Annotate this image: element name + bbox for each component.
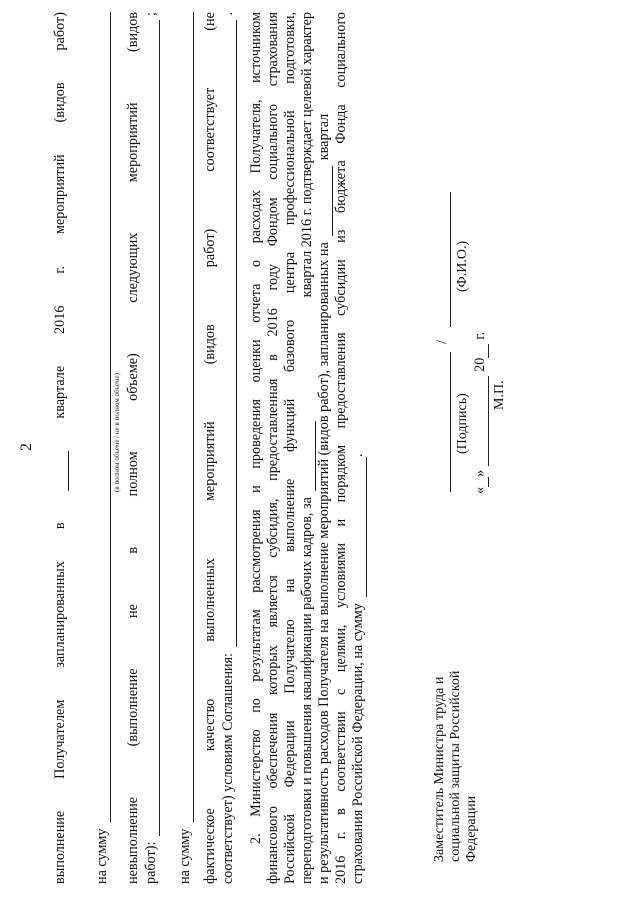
para2-line4 [299,12,316,884]
quarter-blank-2 [301,421,316,491]
para2-line4-start: переподготовки и повышения квалификации рабочих кадров, за [299,497,315,884]
word: объеме) [125,353,141,401]
word: соответствует [202,87,218,172]
word: работ) [52,12,68,51]
year-prefix: 20 [472,357,488,372]
quarter-blank-3 [318,166,333,236]
word: (выполнение [125,668,141,747]
signature-caption: (Подпись) [455,393,470,454]
word: фактическое [202,808,218,884]
word: мероприятий [125,102,141,183]
quarter-blank [54,451,69,491]
slash: / [435,340,450,344]
position-line: Федерации [464,795,479,862]
sum-blank-2 [179,12,194,822]
position-line: Заместитель Министра труда и [432,676,447,862]
para2-line5 [316,12,333,884]
word: квартале [52,365,68,419]
date-line [472,332,489,494]
para2-line2: финансового обеспечения которых является субсидия, предоставленная в 2016 году Фондом социального страхования [265,12,281,884]
year-suffix: г. [472,331,488,340]
sum-blank-3 [352,457,367,597]
semicolon: ; [143,12,159,16]
position-title [432,662,480,862]
para2-line1: 2. Министерство по результатам рассмотрения и проведения оценки отчета о расходах Получателя, источником [248,12,264,844]
works-label: работ): [143,841,159,884]
position-line: социальной защиты Российской [448,670,463,862]
day-blank [474,477,489,487]
para2-line3: Российской Федерации Получателю на выполнение функций базового центра профессиональной подготовки, [282,12,298,884]
sum-label-2: на сумму [177,828,193,884]
word: выполненных [202,558,218,642]
date-open: « [472,486,488,494]
block1-line4 [143,12,160,884]
date-close: » [472,469,488,477]
conditions-blank [222,20,237,647]
signature-line [450,352,451,492]
scope-caption: (в полном объеме / не в полном объеме) [113,373,121,492]
fio-caption: (Ф.И.О.) [455,240,470,292]
word: в [52,522,68,530]
word: (видов [52,82,68,123]
page-number: 2 [18,443,35,451]
word: работ) [202,228,218,268]
works-blank [145,20,160,836]
word: (видов [202,324,218,365]
word: качество [202,698,218,752]
block2-line3 [220,12,237,884]
word: запланированных [52,561,68,668]
year-blank [474,344,489,358]
stamp-label: М.П. [492,380,507,410]
block1-line3 [125,12,142,884]
sum-label: на сумму [94,828,110,884]
word: г. [52,265,68,274]
word: не [125,604,141,618]
word: выполнение [52,810,68,884]
word: мероприятий [52,154,68,234]
para2-line5-start: и результативность расходов Получателя на выполнение мероприятий (видов работ), запланированных на [316,242,332,884]
block2-line2 [202,12,219,884]
conditions-label: соответствует) условиям Соглашения: [220,653,236,884]
word: в [125,546,141,554]
block1-line1 [52,12,69,884]
month-blank [474,376,489,466]
word: 2016 [52,305,68,334]
period: . [220,12,236,16]
fio-line [450,192,451,327]
word: полном [125,451,141,497]
block1-line2 [94,12,111,884]
para2-line7-start: страхования Российской Федерации, на сумму [350,603,366,884]
sum-blank [96,12,111,822]
word: невыполнение [125,796,141,884]
word: (видов [125,12,141,53]
para2-line5-tail: квартал [316,113,332,161]
para2-line7: страхования Российской Федерации, на сумму . [350,453,366,884]
word: Получателем [52,699,68,779]
word: (не [202,12,218,31]
word: мероприятий [202,421,218,502]
para2-line6: 2016 г. в соответствии с целями, условиями и порядком предоставления субсидии из бюджета Фонда социального [333,12,349,884]
para2-line4-tail: квартал 2016 г. подтверждает целевой характер [299,12,315,298]
word: следующих [125,232,141,303]
block2-line1 [177,12,194,884]
rotated-page [12,2,632,892]
